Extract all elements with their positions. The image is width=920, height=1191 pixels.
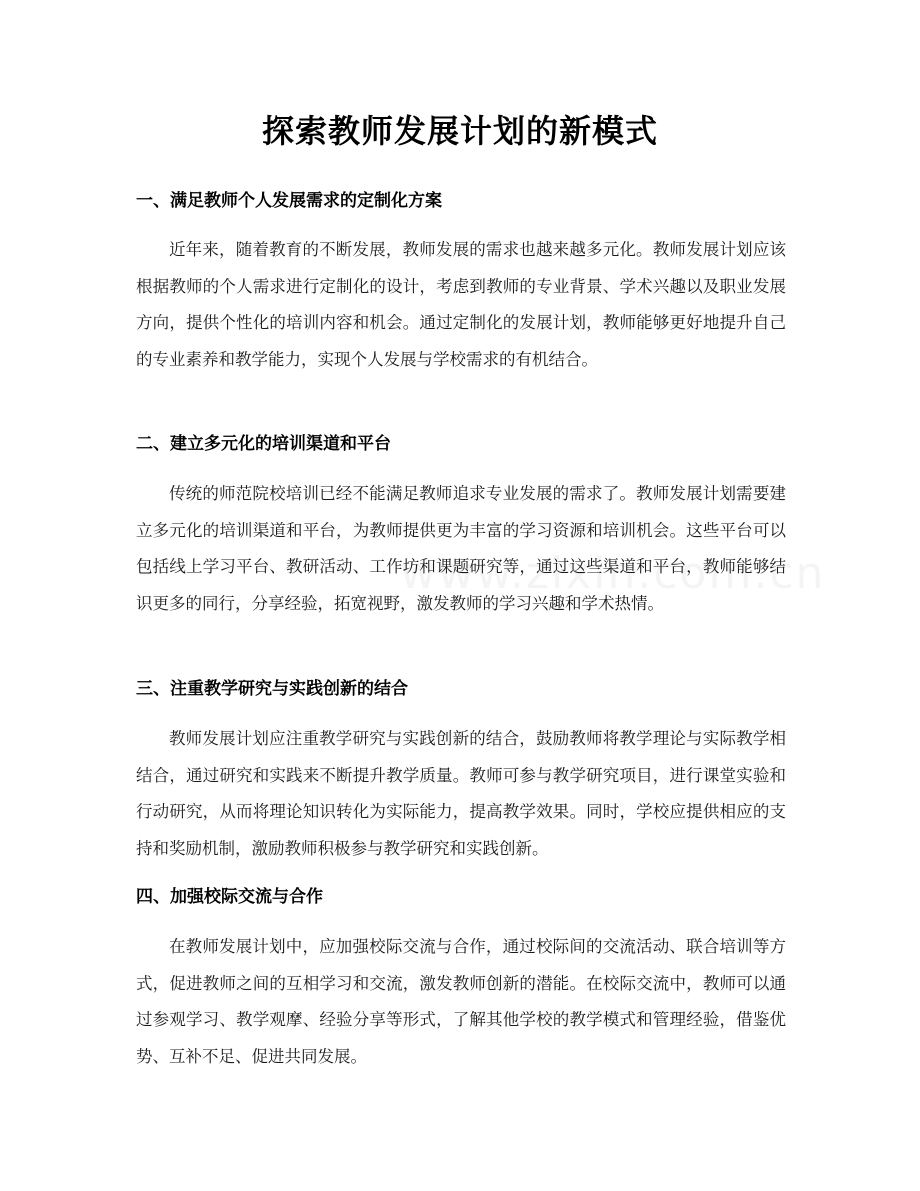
section-paragraph-3: 教师发展计划应注重教学研究与实践创新的结合，鼓励教师将教学理论与实际教学相结合，通过研究和实践来不断提升教学质量。教师可参与教学研究项目，进行课堂实验和行动研究，从而将理论知识转化为实际能力，提高教学效果。同时，学校应提供相应的支持和奖励机制，激励教师积极参与教学研究和实践创新。 [136, 729, 786, 858]
section-paragraph-1: 近年来，随着教育的不断发展，教师发展的需求也越来越多元化。教师发展计划应该根据教师的个人需求进行定制化的设计，考虑到教师的专业背景、学术兴趣以及职业发展方向，提供个性化的培训内容和机会。通过定制化的发展计划，教师能够更好地提升自己的专业素养和教学能力，实现个人发展与学校需求的有机结合。 [136, 240, 786, 369]
section-heading-1: 一、满足教师个人发展需求的定制化方案 [136, 191, 442, 211]
section-heading-4: 四、加强校际交流与合作 [136, 887, 323, 907]
section-paragraph-2: 传统的师范院校培训已经不能满足教师追求专业发展的需求了。教师发展计划需要建立多元化的培训渠道和平台，为教师提供更为丰富的学习资源和培训机会。这些平台可以包括线上学习平台、教研活动、工作坊和课题研究等，通过这些渠道和平台，教师能够结识更多的同行，分享经验，拓宽视野，激发教师的学习兴趣和学术热情。 [136, 484, 786, 613]
document-title: 探索教师发展计划的新模式 [261, 112, 658, 150]
section-paragraph-4: 在教师发展计划中，应加强校际交流与合作，通过校际间的交流活动、联合培训等方式，促进教师之间的互相学习和交流，激发教师创新的潜能。在校际交流中，教师可以通过参观学习、教学观摩、经验分享等形式，了解其他学校的教学模式和管理经验，借鉴优势、互补不足、促进共同发展。 [136, 937, 786, 1066]
section-heading-3: 三、注重教学研究与实践创新的结合 [136, 679, 408, 699]
section-heading-2: 二、建立多元化的培训渠道和平台 [136, 434, 391, 454]
